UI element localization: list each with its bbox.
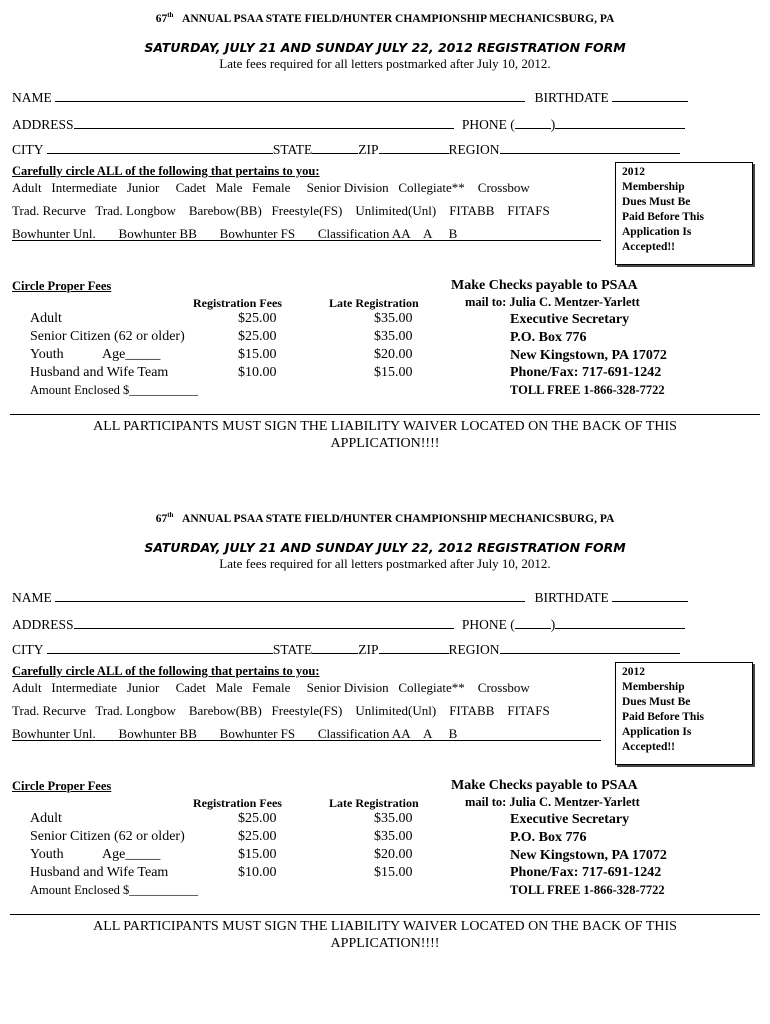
phone-fax: Phone/Fax: 717-691-1242 — [510, 365, 662, 380]
name-row — [12, 589, 688, 606]
mail-to-line: mail to: Julia C. Mentzer-Yarlett — [465, 795, 640, 809]
fee-reg-youth[interactable]: $15.00 — [238, 347, 277, 362]
category-barebow[interactable]: Barebow(BB) — [188, 203, 262, 218]
title-ordinal-suffix: th — [167, 511, 174, 519]
title-ordinal: 67 — [155, 12, 168, 25]
liability-waiver-notice: ALL PARTICIPANTS MUST SIGN THE LIABILITY WAIVER LOCATED ON THE BACK OF THIS APPLICATION!!!! — [93, 419, 677, 451]
city-state-zip: New Kingstown, PA 17072 — [510, 848, 667, 863]
category-bowhunter-bb[interactable]: Bowhunter BB — [118, 726, 197, 741]
fee-label-husband-wife[interactable]: Husband and Wife Team — [30, 365, 169, 380]
fees-header: Circle Proper Fees — [12, 279, 112, 293]
fee-late-adult[interactable]: $35.00 — [374, 311, 413, 326]
executive-secretary: Executive Secretary — [510, 812, 630, 827]
phone-area-field[interactable] — [515, 116, 551, 129]
category-unlimited[interactable]: Unlimited(Unl) — [355, 203, 437, 218]
category-junior[interactable]: Junior — [126, 680, 160, 695]
phone-area-field[interactable] — [515, 616, 551, 629]
fee-youth-age[interactable]: Age_____ — [102, 347, 161, 362]
late-registration-header: Late Registration — [329, 796, 419, 810]
category-barebow[interactable]: Barebow(BB) — [188, 703, 262, 718]
category-row-2 — [12, 703, 550, 719]
category-bowhunter-unl[interactable]: Bowhunter Unl. — [12, 226, 96, 241]
category-fitafs[interactable]: FITAFS — [507, 203, 550, 218]
zip-field[interactable] — [379, 641, 449, 654]
category-female[interactable]: Female — [252, 680, 291, 695]
category-adult[interactable]: Adult — [12, 680, 42, 695]
state-label: STATE — [272, 642, 313, 657]
circle-instructions: Carefully circle ALL of the following that pertains to you: — [12, 664, 320, 678]
zip-label: ZIP — [358, 142, 379, 157]
category-class-b[interactable]: B — [448, 226, 458, 241]
title-text: ANNUAL PSAA STATE FIELD/HUNTER CHAMPIONSHIP MECHANICSBURG, PA — [182, 512, 615, 525]
category-bowhunter-bb[interactable]: Bowhunter BB — [118, 226, 197, 241]
phone-field[interactable] — [555, 116, 685, 129]
category-fitabb[interactable]: FITABB — [449, 703, 495, 718]
fee-late-husband-wife[interactable]: $15.00 — [374, 865, 413, 880]
late-fee-note: Late fees required for all letters postmarked after July 10, 2012. — [219, 56, 551, 71]
membership-line-5: Application Is — [622, 726, 692, 738]
membership-line-3: Dues Must Be — [622, 696, 691, 708]
category-class-b[interactable]: B — [448, 726, 458, 741]
membership-line-5: Application Is — [622, 226, 692, 238]
fee-youth-age[interactable]: Age_____ — [102, 847, 161, 862]
membership-line-6: Accepted!! — [622, 241, 676, 253]
waiver-divider — [10, 914, 760, 915]
name-field[interactable] — [55, 89, 525, 102]
category-fitafs[interactable]: FITAFS — [507, 703, 550, 718]
address-row — [12, 616, 685, 633]
late-registration-header: Late Registration — [329, 296, 419, 310]
fee-reg-senior[interactable]: $25.00 — [238, 329, 277, 344]
po-box: P.O. Box 776 — [510, 330, 587, 345]
registration-fees-header: Registration Fees — [193, 796, 282, 810]
zip-field[interactable] — [379, 141, 449, 154]
city-field[interactable] — [47, 641, 273, 654]
category-classification-aa[interactable]: Classification AA — [317, 726, 411, 741]
category-male[interactable]: Male — [215, 180, 243, 195]
amount-enclosed-field[interactable]: Amount Enclosed $___________ — [30, 883, 199, 897]
fee-late-senior[interactable]: $35.00 — [374, 329, 413, 344]
category-adult[interactable]: Adult — [12, 180, 42, 195]
category-bowhunter-fs[interactable]: Bowhunter FS — [219, 726, 296, 741]
category-unlimited[interactable]: Unlimited(Unl) — [355, 703, 437, 718]
membership-line-1: 2012 — [622, 666, 645, 678]
registration-form-top — [0, 0, 770, 500]
category-row-1 — [12, 680, 530, 696]
fee-label-adult[interactable]: Adult — [30, 311, 62, 326]
address-field[interactable] — [74, 616, 454, 629]
waiver-divider — [10, 414, 760, 415]
category-divider — [12, 740, 601, 741]
category-bowhunter-fs[interactable]: Bowhunter FS — [219, 226, 296, 241]
category-intermediate[interactable]: Intermediate — [51, 680, 118, 695]
category-freestyle[interactable]: Freestyle(FS) — [271, 703, 343, 718]
fee-late-husband-wife[interactable]: $15.00 — [374, 365, 413, 380]
city-state-zip: New Kingstown, PA 17072 — [510, 348, 667, 363]
fee-label-youth[interactable]: Youth — [30, 347, 64, 362]
birthdate-field[interactable] — [612, 589, 688, 602]
executive-secretary: Executive Secretary — [510, 312, 630, 327]
fee-reg-senior[interactable]: $25.00 — [238, 829, 277, 844]
title-ordinal-suffix: th — [167, 11, 174, 19]
fee-reg-adult[interactable]: $25.00 — [238, 811, 277, 826]
category-junior[interactable]: Junior — [126, 180, 160, 195]
fee-reg-husband-wife[interactable]: $10.00 — [238, 365, 277, 380]
membership-notice-box — [615, 162, 753, 265]
city-label: CITY — [12, 642, 44, 657]
category-collegiate[interactable]: Collegiate** — [398, 180, 465, 195]
fee-reg-youth[interactable]: $15.00 — [238, 847, 277, 862]
category-cadet[interactable]: Cadet — [175, 180, 206, 195]
region-field[interactable] — [500, 641, 680, 654]
city-row — [12, 141, 680, 158]
category-intermediate[interactable]: Intermediate — [51, 180, 118, 195]
registration-fees-header: Registration Fees — [193, 296, 282, 310]
category-crossbow[interactable]: Crossbow — [477, 180, 530, 195]
category-collegiate[interactable]: Collegiate** — [398, 680, 465, 695]
state-field[interactable] — [312, 141, 358, 154]
category-class-a[interactable]: A — [422, 726, 433, 741]
birthdate-label: BIRTHDATE — [534, 90, 609, 105]
fees-header: Circle Proper Fees — [12, 779, 112, 793]
fee-label-youth[interactable]: Youth — [30, 847, 64, 862]
form-subtitle: SATURDAY, JULY 21 AND SUNDAY JULY 22, 2012 REGISTRATION FORM — [144, 40, 626, 55]
category-cadet[interactable]: Cadet — [175, 680, 206, 695]
fee-label-husband-wife[interactable]: Husband and Wife Team — [30, 865, 169, 880]
state-label: STATE — [272, 142, 313, 157]
toll-free: TOLL FREE 1-866-328-7722 — [510, 383, 665, 397]
form-subtitle: SATURDAY, JULY 21 AND SUNDAY JULY 22, 2012 REGISTRATION FORM — [144, 540, 626, 555]
category-bowhunter-unl[interactable]: Bowhunter Unl. — [12, 726, 96, 741]
category-classification-aa[interactable]: Classification AA — [317, 226, 411, 241]
form-title — [0, 511, 770, 525]
membership-line-6: Accepted!! — [622, 741, 676, 753]
category-class-a[interactable]: A — [422, 226, 433, 241]
membership-line-1: 2012 — [622, 166, 645, 178]
phone-close-paren: ) — [550, 617, 556, 632]
zip-label: ZIP — [358, 642, 379, 657]
fee-late-youth[interactable]: $20.00 — [374, 847, 413, 862]
category-senior-division[interactable]: Senior Division — [306, 680, 389, 695]
checks-payable-header: Make Checks payable to PSAA — [451, 778, 638, 793]
fee-late-senior[interactable]: $35.00 — [374, 829, 413, 844]
title-text: ANNUAL PSAA STATE FIELD/HUNTER CHAMPIONSHIP MECHANICSBURG, PA — [182, 12, 615, 25]
phone-close-paren: ) — [550, 117, 556, 132]
category-crossbow[interactable]: Crossbow — [477, 680, 530, 695]
region-label: REGION — [448, 642, 500, 657]
circle-instructions: Carefully circle ALL of the following that pertains to you: — [12, 164, 320, 178]
category-freestyle[interactable]: Freestyle(FS) — [271, 203, 343, 218]
category-trad-recurve[interactable]: Trad. Recurve — [12, 203, 86, 218]
title-ordinal: 67 — [155, 512, 168, 525]
membership-line-4: Paid Before This — [622, 211, 704, 223]
category-row-2 — [12, 203, 550, 219]
form-title — [0, 11, 770, 25]
membership-line-3: Dues Must Be — [622, 196, 691, 208]
address-row — [12, 116, 685, 133]
fee-label-adult[interactable]: Adult — [30, 811, 62, 826]
category-divider — [12, 240, 601, 241]
fee-label-senior[interactable]: Senior Citizen (62 or older) — [30, 829, 185, 844]
address-label: ADDRESS — [12, 617, 74, 632]
address-field[interactable] — [74, 116, 454, 129]
membership-line-2: Membership — [622, 681, 685, 693]
city-label: CITY — [12, 142, 44, 157]
address-label: ADDRESS — [12, 117, 74, 132]
region-label: REGION — [448, 142, 500, 157]
birthdate-label: BIRTHDATE — [534, 590, 609, 605]
fee-label-senior[interactable]: Senior Citizen (62 or older) — [30, 329, 185, 344]
toll-free: TOLL FREE 1-866-328-7722 — [510, 883, 665, 897]
phone-field[interactable] — [555, 616, 685, 629]
phone-fax: Phone/Fax: 717-691-1242 — [510, 865, 662, 880]
mail-to-line: mail to: Julia C. Mentzer-Yarlett — [465, 295, 640, 309]
city-field[interactable] — [47, 141, 273, 154]
region-field[interactable] — [500, 141, 680, 154]
late-fee-note: Late fees required for all letters postmarked after July 10, 2012. — [219, 556, 551, 571]
category-trad-longbow[interactable]: Trad. Longbow — [95, 203, 176, 218]
state-field[interactable] — [312, 641, 358, 654]
category-row-1 — [12, 180, 530, 196]
name-label: NAME — [12, 90, 52, 105]
checks-payable-header: Make Checks payable to PSAA — [451, 278, 638, 293]
fee-reg-husband-wife[interactable]: $10.00 — [238, 865, 277, 880]
name-label: NAME — [12, 590, 52, 605]
po-box: P.O. Box 776 — [510, 830, 587, 845]
amount-enclosed-field[interactable]: Amount Enclosed $___________ — [30, 383, 199, 397]
category-senior-division[interactable]: Senior Division — [306, 180, 389, 195]
name-field[interactable] — [55, 589, 525, 602]
membership-line-4: Paid Before This — [622, 711, 704, 723]
city-row — [12, 641, 680, 658]
liability-waiver-notice: ALL PARTICIPANTS MUST SIGN THE LIABILITY WAIVER LOCATED ON THE BACK OF THIS APPLICATION!!!! — [93, 919, 677, 951]
fee-late-youth[interactable]: $20.00 — [374, 347, 413, 362]
registration-form-bottom — [0, 500, 770, 1000]
fee-reg-adult[interactable]: $25.00 — [238, 311, 277, 326]
category-male[interactable]: Male — [215, 680, 243, 695]
membership-line-2: Membership — [622, 181, 685, 193]
name-row — [12, 89, 688, 106]
phone-label: PHONE ( — [461, 617, 515, 632]
category-trad-recurve[interactable]: Trad. Recurve — [12, 703, 86, 718]
category-fitabb[interactable]: FITABB — [449, 203, 495, 218]
membership-notice-box — [615, 662, 753, 765]
birthdate-field[interactable] — [612, 89, 688, 102]
category-female[interactable]: Female — [252, 180, 291, 195]
category-trad-longbow[interactable]: Trad. Longbow — [95, 703, 176, 718]
fee-late-adult[interactable]: $35.00 — [374, 811, 413, 826]
phone-label: PHONE ( — [461, 117, 515, 132]
